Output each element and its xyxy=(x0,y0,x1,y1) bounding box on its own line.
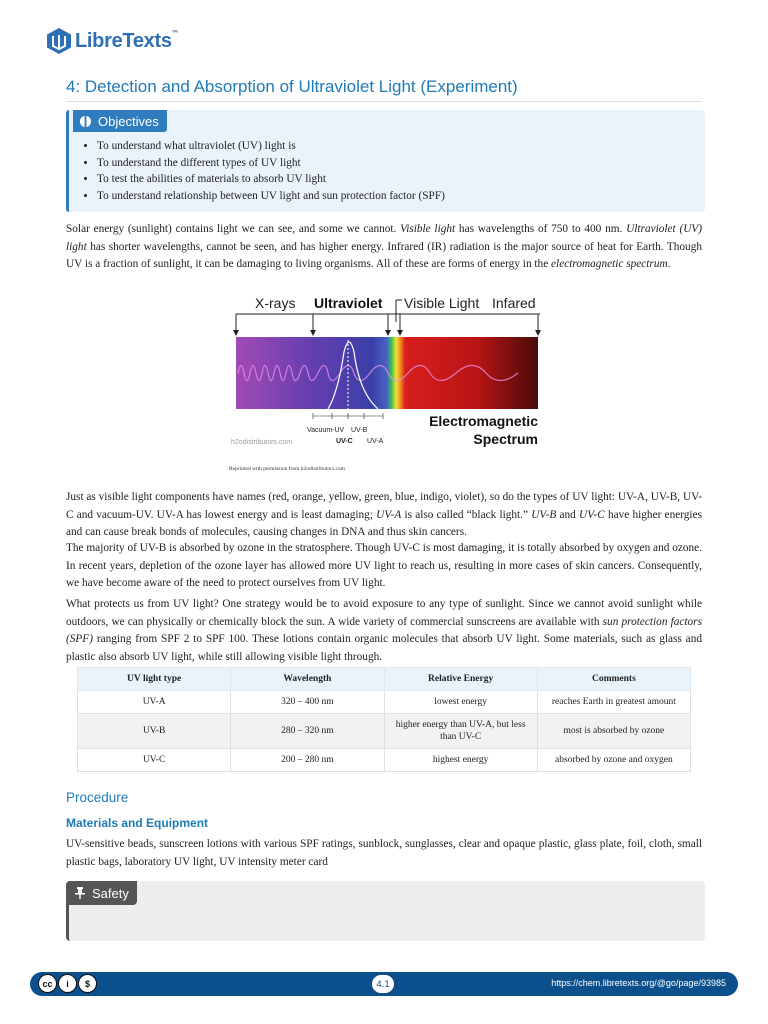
table-cell: higher energy than UV-A, but less than UV-C xyxy=(384,714,537,749)
objectives-box xyxy=(66,110,705,212)
figure-watermark: h2odistributors.com xyxy=(231,439,293,446)
table-cell: UV-A xyxy=(78,691,231,714)
table-cell: 280 – 320 nm xyxy=(231,714,384,749)
table-row xyxy=(78,714,691,749)
attribution-icon: i xyxy=(58,974,77,993)
pushpin-icon xyxy=(74,887,86,899)
title-divider xyxy=(66,101,702,102)
safety-heading: Safety xyxy=(92,885,129,901)
table-cell: UV-C xyxy=(78,749,231,772)
materials-text: UV-sensitive beads, sunscreen lotions with various SPF ratings, sunblock, sunglasses, clear and opaque plastic, glass plate, foil, cloth, small plastic bags, laboratory UV light, UV intensity meter card xyxy=(66,838,702,868)
procedure-heading: Procedure xyxy=(66,790,129,805)
figure-caption: Reprinted with permission from h2odistributors.com xyxy=(229,466,345,472)
col-header: Relative Energy xyxy=(384,668,537,691)
label-vacuum-uv: Vacuum-UV xyxy=(307,427,345,434)
col-header: Wavelength xyxy=(231,668,384,691)
objective-item: • To understand the different types of UV light xyxy=(97,155,445,172)
label-uv-b: UV-B xyxy=(351,427,368,434)
logo-wordmark: LibreTexts™ xyxy=(75,29,179,52)
safety-box xyxy=(66,881,705,941)
label-ultraviolet: Ultraviolet xyxy=(314,295,383,311)
em-spectrum-figure xyxy=(228,292,548,477)
safety-header xyxy=(69,881,137,905)
table-cell: reaches Earth in greatest amount xyxy=(537,691,690,714)
table-cell: highest energy xyxy=(384,749,537,772)
page-footer xyxy=(30,972,738,996)
cc-license-badge[interactable] xyxy=(38,974,97,993)
label-visible-light: Visible Light xyxy=(404,295,480,311)
objectives-list xyxy=(93,138,445,204)
objective-item: • To test the abilities of materials to absorb UV light xyxy=(97,171,445,188)
noncommercial-icon: $ xyxy=(78,974,97,993)
table-cell: absorbed by ozone and oxygen xyxy=(537,749,690,772)
col-header: UV light type xyxy=(78,668,231,691)
libretexts-logo-icon xyxy=(46,27,72,55)
protection-paragraph: What protects us from UV light? One strategy would be to avoid exposure to any type of sunlight. Since we cannot avoid sunlight while outdoors, we can physically or chemically block the sun. A wide variety of commercial sunscreens are available with sun protection factors (SPF) ranging from SPF 2 to SPF 100. These lotions contain organic molecules that absorb UV light. Some materials, such as glass and plastic also absorb UV light, while still allowing visible light through. xyxy=(66,598,702,663)
table-cell: 200 – 280 nm xyxy=(231,749,384,772)
table-cell: lowest energy xyxy=(384,691,537,714)
label-infrared: Infared xyxy=(492,295,536,311)
em-title-line1: Electromagnetic xyxy=(429,413,538,429)
label-uv-c: UV-C xyxy=(336,438,353,445)
objective-item: • To understand relationship between UV light and sun protection factor (SPF) xyxy=(97,188,445,205)
label-uv-a: UV-A xyxy=(367,438,384,445)
spectrum-band xyxy=(236,337,538,409)
page-title: 4: Detection and Absorption of Ultraviolet Light (Experiment) xyxy=(66,77,518,96)
uv-types-paragraph: Just as visible light components have names (red, orange, yellow, green, blue, indigo, violet), so do the types of UV light: UV-A, UV-B, UV-C and vacuum-UV. UV-A has lowest energy and is least damaging; UV-A is also called “black light.” UV-B and UV-C have higher energies and can cause break bonds of molecules, causing changes in DNA and thus skin cancers. xyxy=(66,491,702,538)
intro-paragraph: Solar energy (sunlight) contains light we can see, and some we cannot. Visible light has wavelengths of 750 to 400 nm. Ultraviolet (UV) light has shorter wavelengths, cannot be seen, and has higher energy. Infrared (IR) radiation is the major source of heat for Earth. Though UV is a fraction of sunlight, it can be damaging to living organisms. All of these are forms of energy in the electromagnetic spectrum. xyxy=(66,223,703,270)
libretexts-logo[interactable] xyxy=(46,27,178,55)
uv-types-table xyxy=(77,667,691,772)
page-number: 4.1 xyxy=(372,975,394,993)
table-cell: most is absorbed by ozone xyxy=(537,714,690,749)
em-title-line2: Spectrum xyxy=(473,431,538,447)
objectives-header xyxy=(73,110,167,132)
table-cell: UV-B xyxy=(78,714,231,749)
col-header: Comments xyxy=(537,668,690,691)
ozone-paragraph: The majority of UV-B is absorbed by ozone in the stratosphere. Though UV-C is most damaging, it is totally absorbed by oxygen and ozone. In recent years, depletion of the ozone layer has allowed more UV light to reach us, resulting in more cases of skin cancers. Consequently, we have become aware of the need to protect ourselves from UV light. xyxy=(66,542,702,589)
cc-icon: cc xyxy=(38,974,57,993)
table-header-row xyxy=(78,668,691,691)
objectives-icon xyxy=(79,115,92,128)
table-row xyxy=(78,691,691,714)
objectives-heading: Objectives xyxy=(98,113,159,129)
table-cell: 320 – 400 nm xyxy=(231,691,384,714)
table-row xyxy=(78,749,691,772)
page-url[interactable]: https://chem.libretexts.org/@go/page/93985 xyxy=(551,978,726,988)
materials-heading: Materials and Equipment xyxy=(66,816,209,830)
objective-item: • To understand what ultraviolet (UV) light is xyxy=(97,138,445,155)
label-xrays: X-rays xyxy=(255,295,296,311)
